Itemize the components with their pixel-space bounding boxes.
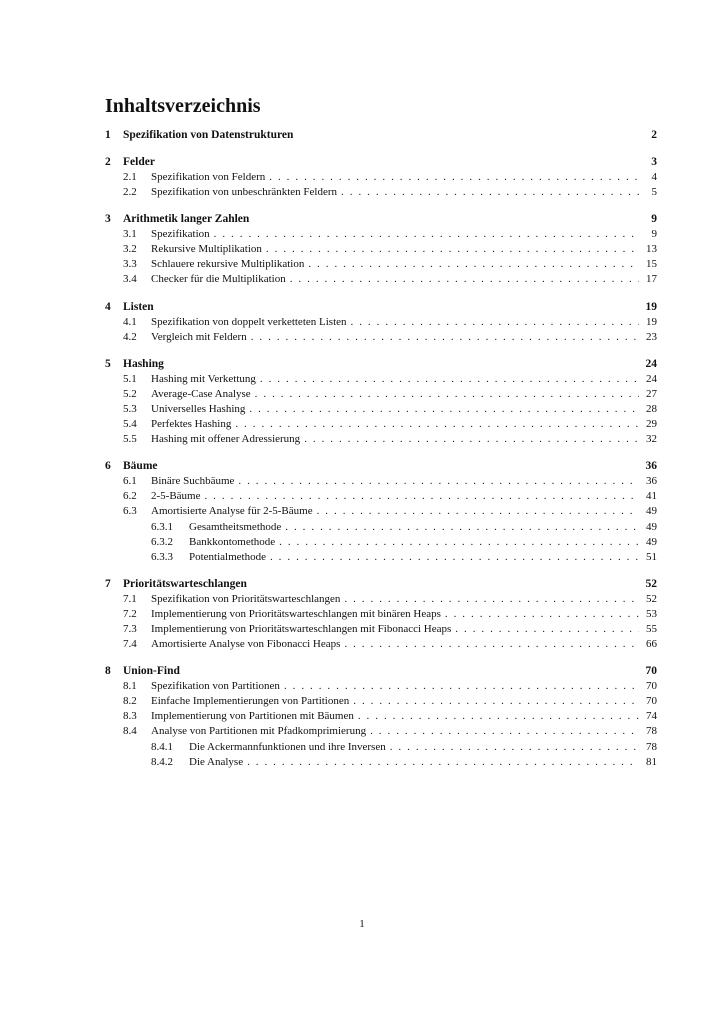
toc-chapter-entry[interactable] bbox=[105, 154, 657, 170]
dot-leader bbox=[370, 724, 639, 739]
toc-entry-number: 7.2 bbox=[123, 607, 137, 620]
toc-chapter-entry[interactable] bbox=[105, 458, 657, 474]
toc-entry-number: 8.3 bbox=[123, 710, 137, 723]
toc-entry-page: 78 bbox=[646, 740, 657, 753]
toc-chapter-block bbox=[105, 663, 657, 770]
toc-entry-number: 7.1 bbox=[123, 592, 137, 605]
toc-chapter-block bbox=[105, 458, 657, 565]
toc-entry-page: 49 bbox=[646, 505, 657, 518]
toc-entry-title: Spezifikation von doppelt verketteten Listen bbox=[151, 315, 347, 328]
toc-subsection-entry[interactable] bbox=[105, 520, 657, 535]
toc-entry-number: 7 bbox=[105, 577, 111, 590]
toc-section-entry[interactable] bbox=[105, 387, 657, 402]
dot-leader bbox=[290, 272, 639, 287]
toc-entry-page: 66 bbox=[646, 638, 657, 651]
toc-entry-page: 27 bbox=[646, 387, 657, 400]
toc-section-entry[interactable] bbox=[105, 637, 657, 652]
dot-leader bbox=[358, 709, 639, 724]
dot-leader bbox=[284, 679, 639, 694]
toc-entry-title: Hashing mit Verkettung bbox=[151, 372, 256, 385]
dot-leader bbox=[445, 607, 639, 622]
toc-entry-number: 7.3 bbox=[123, 622, 137, 635]
page-number: 1 bbox=[359, 918, 365, 930]
toc-entry-title: Spezifikation von Prioritätswarteschlangen bbox=[151, 592, 341, 605]
toc-entry-number: 2.2 bbox=[123, 186, 137, 199]
dot-leader bbox=[344, 592, 639, 607]
toc-chapter-block bbox=[105, 576, 657, 652]
dot-leader bbox=[279, 535, 639, 550]
toc-entry-page: 2 bbox=[651, 129, 657, 141]
toc-entry-number: 8.4.1 bbox=[151, 740, 173, 753]
toc-section-entry[interactable] bbox=[105, 607, 657, 622]
toc-entry-title: Perfektes Hashing bbox=[151, 418, 232, 431]
dot-leader bbox=[351, 315, 639, 330]
toc-entry-title: Implementierung von Prioritätswarteschlangen mit binären Heaps bbox=[151, 607, 441, 620]
toc-entry-title: Gesamtheitsmethode bbox=[189, 520, 282, 533]
toc-entry-number: 6.3.1 bbox=[151, 520, 173, 533]
toc-entry-title: Spezifikation von Partitionen bbox=[151, 680, 280, 693]
toc-entry-title: Universelles Hashing bbox=[151, 402, 246, 415]
toc-entry-number: 3.4 bbox=[123, 273, 137, 286]
toc-entry-title: Einfache Implementierungen von Partitionen bbox=[151, 695, 350, 708]
toc-entry-page: 70 bbox=[646, 680, 657, 693]
toc-chapter-entry[interactable] bbox=[105, 299, 657, 315]
toc-entry-number: 8 bbox=[105, 665, 111, 678]
dot-leader bbox=[247, 755, 639, 770]
toc-entry-page: 9 bbox=[651, 228, 657, 241]
toc-entry-number: 5.4 bbox=[123, 418, 137, 431]
toc-entry-number: 5.1 bbox=[123, 372, 137, 385]
toc-entry-number: 8.4 bbox=[123, 725, 137, 738]
toc-section-entry[interactable] bbox=[105, 622, 657, 637]
toc-entry-page: 53 bbox=[646, 607, 657, 620]
toc-entry-title: Rekursive Multiplikation bbox=[151, 243, 262, 256]
toc-section-entry[interactable] bbox=[105, 709, 657, 724]
toc-entry-page: 19 bbox=[645, 300, 657, 313]
toc-chapter-block bbox=[105, 356, 657, 447]
toc-entry-page: 19 bbox=[646, 315, 657, 328]
toc-chapter-entry[interactable] bbox=[105, 576, 657, 592]
table-of-contents bbox=[105, 127, 657, 781]
toc-entry-number: 8.1 bbox=[123, 680, 137, 693]
toc-entry-title: Die Ackermannfunktionen und ihre Inversen bbox=[189, 740, 386, 753]
toc-entry-number: 6 bbox=[105, 460, 111, 473]
toc-chapter-entry[interactable] bbox=[105, 663, 657, 679]
toc-section-entry[interactable] bbox=[105, 372, 657, 387]
dot-leader bbox=[304, 432, 639, 447]
dot-leader bbox=[251, 330, 639, 345]
toc-chapter-block bbox=[105, 154, 657, 200]
dot-leader bbox=[266, 242, 639, 257]
dot-leader bbox=[235, 417, 639, 432]
toc-chapter-block bbox=[105, 211, 657, 287]
toc-section-entry[interactable] bbox=[105, 489, 657, 504]
toc-entry-page: 81 bbox=[646, 755, 657, 768]
toc-entry-number: 3.3 bbox=[123, 258, 137, 271]
toc-chapter-block bbox=[105, 127, 657, 143]
toc-entry-number: 3 bbox=[105, 213, 111, 226]
toc-entry-title: Hashing mit offener Adressierung bbox=[151, 433, 301, 446]
toc-entry-page: 36 bbox=[646, 475, 657, 488]
toc-entry-title: Bankkontomethode bbox=[189, 535, 276, 548]
toc-chapter-entry[interactable] bbox=[105, 127, 657, 143]
toc-entry-page: 5 bbox=[651, 186, 657, 199]
toc-section-entry[interactable] bbox=[105, 242, 657, 257]
toc-subsection-entry[interactable] bbox=[105, 550, 657, 565]
toc-entry-number: 4.1 bbox=[123, 315, 137, 328]
toc-section-entry[interactable] bbox=[105, 402, 657, 417]
toc-entry-title: Potentialmethode bbox=[189, 550, 266, 563]
toc-entry-page: 70 bbox=[645, 665, 657, 678]
toc-entry-title: Spezifikation von Datenstrukturen bbox=[123, 129, 294, 141]
dot-leader bbox=[353, 694, 639, 709]
toc-entry-number: 5.3 bbox=[123, 402, 137, 415]
toc-entry-title: Vergleich mit Feldern bbox=[151, 330, 247, 343]
toc-entry-page: 49 bbox=[646, 520, 657, 533]
toc-entry-number: 2.1 bbox=[123, 171, 137, 183]
toc-entry-number: 5.2 bbox=[123, 387, 137, 400]
toc-entry-page: 36 bbox=[645, 460, 657, 473]
toc-entry-title: Spezifikation von Feldern bbox=[151, 171, 266, 183]
toc-entry-number: 6.3.2 bbox=[151, 535, 173, 548]
toc-title: Inhaltsverzeichnis bbox=[105, 95, 261, 117]
toc-entry-number: 3.2 bbox=[123, 243, 137, 256]
dot-leader bbox=[344, 637, 639, 652]
toc-entry-page: 9 bbox=[651, 213, 657, 226]
dot-leader bbox=[308, 257, 639, 272]
toc-section-entry[interactable] bbox=[105, 474, 657, 489]
toc-entry-title: Prioritätswarteschlangen bbox=[123, 577, 247, 590]
toc-chapter-entry[interactable] bbox=[105, 356, 657, 372]
toc-section-entry[interactable] bbox=[105, 315, 657, 330]
toc-entry-title: Hashing bbox=[123, 357, 164, 370]
toc-section-entry[interactable] bbox=[105, 170, 657, 185]
toc-section-entry[interactable] bbox=[105, 227, 657, 242]
toc-entry-title: 2-5-Bäume bbox=[151, 490, 201, 503]
toc-entry-page: 52 bbox=[645, 577, 657, 590]
toc-entry-title: Checker für die Multiplikation bbox=[151, 273, 286, 286]
toc-entry-page: 13 bbox=[646, 243, 657, 256]
toc-entry-page: 4 bbox=[651, 171, 657, 183]
toc-entry-title: Spezifikation von unbeschränkten Feldern bbox=[151, 186, 338, 199]
toc-section-entry[interactable] bbox=[105, 592, 657, 607]
toc-entry-title: Average-Case Analyse bbox=[151, 387, 251, 400]
dot-leader bbox=[260, 372, 639, 387]
toc-entry-number: 1 bbox=[105, 129, 111, 141]
dot-leader bbox=[238, 474, 639, 489]
toc-section-entry[interactable] bbox=[105, 257, 657, 272]
toc-entry-title: Implementierung von Partitionen mit Bäumen bbox=[151, 710, 354, 723]
toc-entry-page: 24 bbox=[645, 357, 657, 370]
toc-entry-title: Amortisierte Analyse von Fibonacci Heaps bbox=[151, 638, 341, 651]
toc-entry-title: Analyse von Partitionen mit Pfadkomprimierung bbox=[151, 725, 367, 738]
toc-subsection-entry[interactable] bbox=[105, 755, 657, 770]
toc-entry-title: Listen bbox=[123, 300, 154, 313]
toc-entry-page: 51 bbox=[646, 550, 657, 563]
toc-entry-number: 5.5 bbox=[123, 433, 137, 446]
dot-leader bbox=[317, 504, 639, 519]
toc-section-entry[interactable] bbox=[105, 432, 657, 447]
toc-chapter-block bbox=[105, 299, 657, 345]
dot-leader bbox=[341, 185, 639, 200]
toc-entry-page: 78 bbox=[646, 725, 657, 738]
toc-entry-page: 41 bbox=[646, 490, 657, 503]
toc-entry-number: 4.2 bbox=[123, 330, 137, 343]
toc-entry-title: Binäre Suchbäume bbox=[151, 475, 235, 488]
toc-chapter-entry[interactable] bbox=[105, 211, 657, 227]
toc-entry-page: 23 bbox=[646, 330, 657, 343]
dot-leader bbox=[255, 387, 639, 402]
toc-entry-page: 49 bbox=[646, 535, 657, 548]
toc-entry-page: 24 bbox=[646, 372, 657, 385]
toc-section-entry[interactable] bbox=[105, 272, 657, 287]
dot-leader bbox=[249, 402, 639, 417]
toc-entry-number: 2 bbox=[105, 156, 111, 168]
toc-entry-title: Die Analyse bbox=[189, 755, 244, 768]
toc-entry-title: Bäume bbox=[123, 460, 158, 473]
toc-entry-number: 6.2 bbox=[123, 490, 137, 503]
toc-entry-title: Arithmetik langer Zahlen bbox=[123, 213, 250, 226]
toc-entry-page: 32 bbox=[646, 433, 657, 446]
toc-entry-number: 6.1 bbox=[123, 475, 137, 488]
toc-entry-page: 28 bbox=[646, 402, 657, 415]
toc-entry-number: 8.4.2 bbox=[151, 755, 173, 768]
toc-subsection-entry[interactable] bbox=[105, 535, 657, 550]
toc-entry-number: 7.4 bbox=[123, 638, 137, 651]
toc-entry-title: Felder bbox=[123, 156, 155, 168]
toc-section-entry[interactable] bbox=[105, 724, 657, 739]
toc-entry-page: 52 bbox=[646, 592, 657, 605]
toc-section-entry[interactable] bbox=[105, 330, 657, 345]
dot-leader bbox=[285, 520, 639, 535]
dot-leader bbox=[269, 170, 639, 185]
toc-entry-number: 6.3.3 bbox=[151, 550, 173, 563]
toc-entry-title: Implementierung von Prioritätswarteschlangen mit Fibonacci Heaps bbox=[151, 622, 452, 635]
toc-entry-page: 55 bbox=[646, 622, 657, 635]
toc-entry-page: 17 bbox=[646, 273, 657, 286]
dot-leader bbox=[204, 489, 639, 504]
toc-entry-page: 29 bbox=[646, 418, 657, 431]
toc-entry-number: 6.3 bbox=[123, 505, 137, 518]
toc-entry-title: Union-Find bbox=[123, 665, 180, 678]
dot-leader bbox=[390, 740, 639, 755]
dot-leader bbox=[455, 622, 639, 637]
dot-leader bbox=[214, 227, 639, 242]
toc-entry-page: 3 bbox=[651, 156, 657, 168]
toc-entry-page: 15 bbox=[646, 258, 657, 271]
toc-section-entry[interactable] bbox=[105, 417, 657, 432]
toc-entry-number: 5 bbox=[105, 357, 111, 370]
toc-section-entry[interactable] bbox=[105, 694, 657, 709]
toc-section-entry[interactable] bbox=[105, 185, 657, 200]
toc-entry-title: Spezifikation bbox=[151, 228, 210, 241]
toc-subsection-entry[interactable] bbox=[105, 740, 657, 755]
toc-section-entry[interactable] bbox=[105, 679, 657, 694]
toc-entry-number: 3.1 bbox=[123, 228, 137, 241]
toc-entry-page: 74 bbox=[646, 710, 657, 723]
toc-section-entry[interactable] bbox=[105, 504, 657, 519]
dot-leader bbox=[270, 550, 639, 565]
toc-entry-title: Amortisierte Analyse für 2-5-Bäume bbox=[151, 505, 313, 518]
toc-entry-number: 4 bbox=[105, 300, 111, 313]
toc-entry-page: 70 bbox=[646, 695, 657, 708]
toc-entry-title: Schlauere rekursive Multiplikation bbox=[151, 258, 305, 271]
toc-entry-number: 8.2 bbox=[123, 695, 137, 708]
